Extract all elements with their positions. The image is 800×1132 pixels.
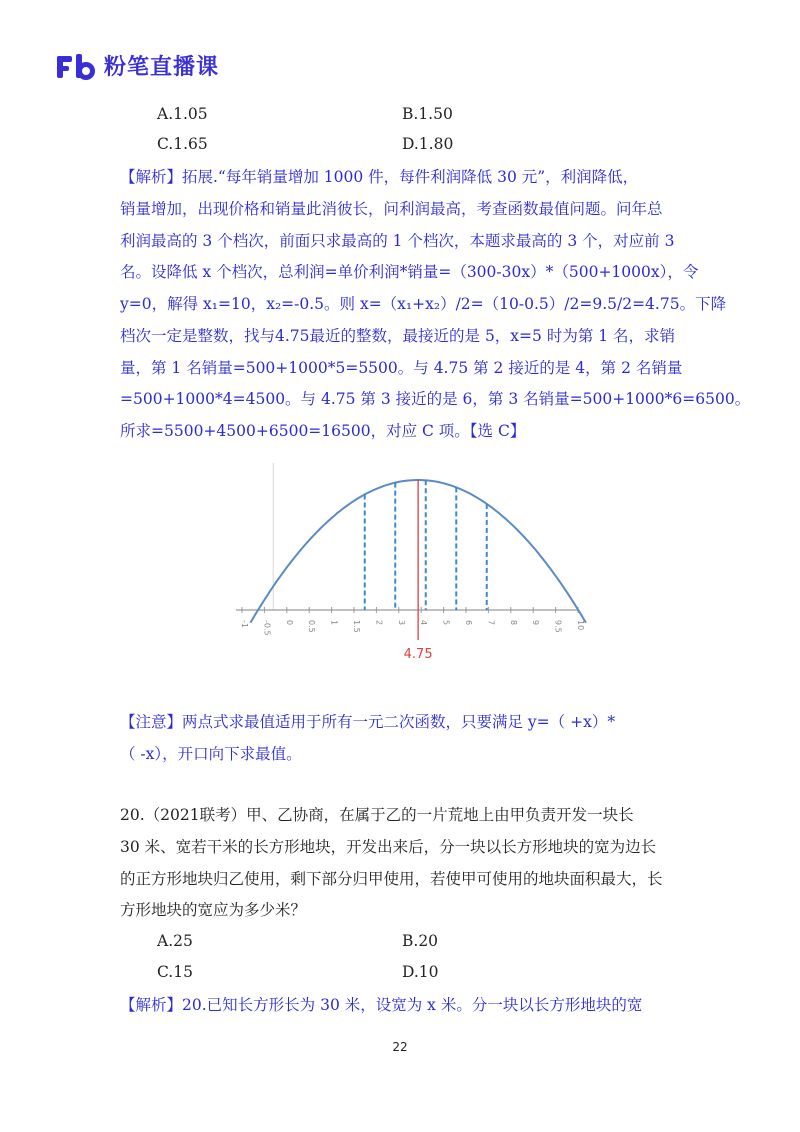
q19-option-d: D.1.80: [402, 135, 454, 153]
fb-logo-icon: [56, 52, 96, 80]
x-tick-label: 4: [419, 620, 429, 626]
q20-stem-line: 30 米、宽若干米的长方形地块，开发出来后，分一块以长方形地块的宽为边长: [120, 838, 657, 856]
vertex-label: 4.75: [403, 647, 433, 662]
x-tick-label: 6: [464, 620, 473, 626]
x-tick-label: 1.5: [352, 620, 361, 633]
q19-analysis-line: 量，第 1 名销量=500+1000*5=5500。与 4.75 第 2 接近的是 4，第 2 名销量: [120, 359, 683, 377]
q19-option-b: B.1.50: [402, 105, 453, 123]
x-tick-label: -0.5: [262, 620, 272, 636]
x-tick-label: 5: [441, 620, 451, 626]
x-tick-label: 8: [508, 620, 518, 626]
q19-analysis-line: y=0，解得 x₁=10，x₂=-0.5。则 x=（x₁+x₂）/2=（10-0.5）/2=9.5/2=4.75。下降: [120, 295, 727, 313]
q19-option-c: C.1.65: [157, 135, 208, 153]
q20-option-d: D.10: [402, 963, 439, 981]
x-tick-label: -1: [240, 620, 249, 628]
q19-analysis-line: =500+1000*4=4500。与 4.75 第 3 接近的是 6，第 3 名销量=500+1000*6=6500。: [120, 390, 751, 408]
q19-analysis-line: 销量增加，出现价格和销量此消彼长，问利润最高，考查函数最值问题。问年总: [120, 200, 663, 218]
x-tick-label: 3: [396, 620, 406, 626]
note-line: 【注意】两点式求最值适用于所有一元二次函数，只要满足 y=（ +x）*: [120, 713, 616, 731]
parabola-chart: [228, 455, 588, 670]
q19-analysis-line: 档次一定是整数，找与4.75最近的整数，最接近的是 5，x=5 时为第 1 名，求销: [120, 327, 676, 345]
x-tick-label: 0.5: [307, 620, 317, 633]
q20-stem-line: 20.（2021联考）甲、乙协商，在属于乙的一片荒地上由甲负责开发一块长: [120, 806, 634, 824]
x-tick-label: 0: [284, 620, 294, 626]
x-tick-label: 7: [486, 620, 496, 626]
x-tick-label: 9.5: [553, 620, 563, 633]
x-tick-label: 1: [329, 620, 339, 626]
x-tick-label: 2: [374, 620, 384, 626]
q19-analysis-line: 名。设降低 x 个档次，总利润=单价利润*销量=（300-30x）*（500+1000x），令: [120, 263, 699, 281]
q20-stem-line: 方形地块的宽应为多少米？: [120, 901, 307, 919]
q19-analysis-line: 利润最高的 3 个档次，前面只求最高的 1 个档次，本题求最高的 3 个，对应前 3: [120, 232, 675, 250]
q19-option-a: A.1.05: [157, 105, 208, 123]
q20-option-b: B.20: [402, 932, 439, 950]
q20-stem-line: 的正方形地块归乙使用，剩下部分归甲使用，若使甲可使用的地块面积最大，长: [120, 870, 663, 888]
q19-analysis-line: 【解析】拓展.“每年销量增加 1000 件，每件利润降低 30 元”，利润降低，: [120, 168, 639, 186]
q20-analysis-line: 【解析】20.已知长方形长为 30 米，设宽为 x 米。分一块以长方形地块的宽: [120, 996, 643, 1014]
x-tick-label: 10: [576, 620, 585, 631]
page-number: 22: [392, 1040, 408, 1054]
brand-name: 粉笔直播课: [104, 55, 220, 80]
brand-logo: [56, 50, 219, 81]
note-line: （ -x），开口向下求最值。: [120, 745, 302, 763]
q19-analysis-line: 所求=5500+4500+6500=16500，对应 C 项。【选 C】: [120, 422, 526, 440]
q20-option-a: A.25: [157, 932, 193, 950]
q20-option-c: C.15: [157, 963, 193, 981]
x-tick-label: 9: [531, 620, 541, 626]
